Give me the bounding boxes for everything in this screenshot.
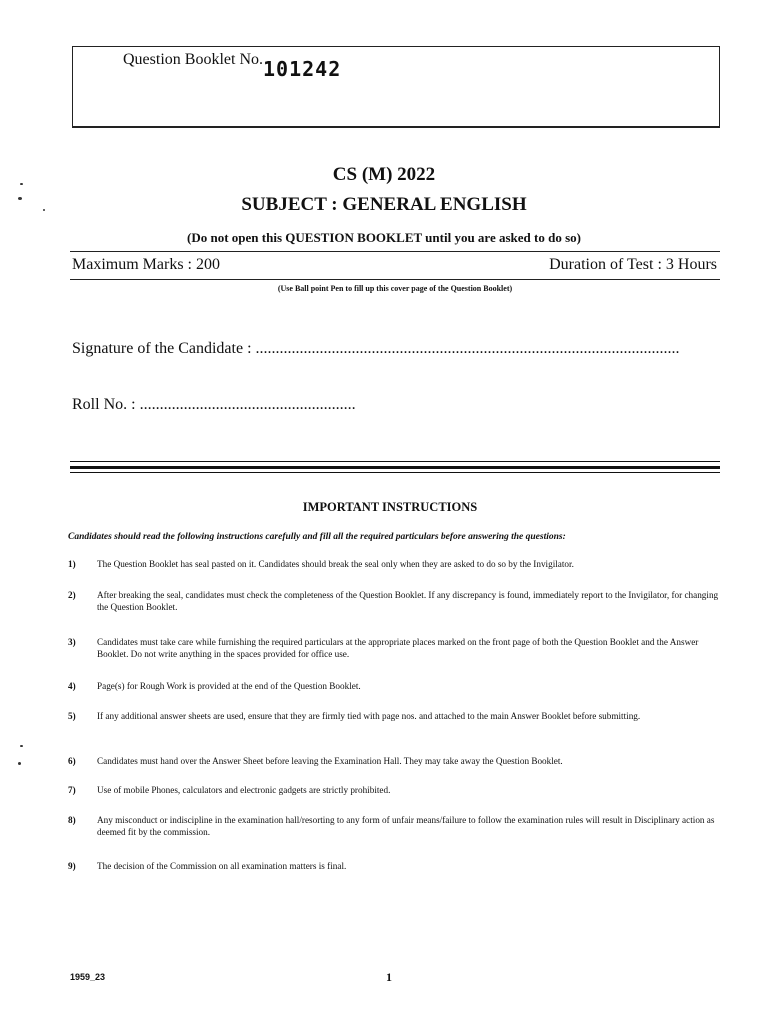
instruction-number: 1) xyxy=(68,559,76,569)
instruction-item xyxy=(68,784,720,796)
do-not-open-notice: (Do not open this QUESTION BOOKLET until you are asked to do so) xyxy=(187,230,581,245)
instruction-text: Candidates must take care while furnishing the required particulars at the appropriate places marked on the front page of both the Question Booklet and the Answer Booklet. Do not write anything in the spaces provided for office use. xyxy=(97,637,699,659)
scan-speck xyxy=(20,745,23,747)
instruction-number: 3) xyxy=(68,637,76,647)
instruction-text: Any misconduct or indiscipline in the examination hall/resorting to any form of unfair means/failure to follow the examination rules will result in Disciplinary action as deemed fit by the commission. xyxy=(97,815,715,837)
double-rule-bottom xyxy=(70,472,720,473)
instruction-number: 7) xyxy=(68,785,76,795)
divider-bottom xyxy=(70,279,720,280)
instruction-number: 4) xyxy=(68,681,76,691)
instruction-item xyxy=(68,860,720,872)
signature-field[interactable] xyxy=(72,340,680,358)
roll-number-field[interactable] xyxy=(72,396,356,414)
instruction-number: 9) xyxy=(68,861,76,871)
subject-title: SUBJECT : GENERAL ENGLISH xyxy=(241,194,527,215)
booklet-label: Question Booklet No. xyxy=(123,51,263,68)
footer-code: 1959_23 xyxy=(70,972,106,982)
instruction-item xyxy=(68,710,720,722)
instruction-item xyxy=(68,814,720,838)
instruction-text: Page(s) for Rough Work is provided at the end of the Question Booklet. xyxy=(97,681,361,691)
instruction-number: 2) xyxy=(68,590,76,600)
instructions-title: IMPORTANT INSTRUCTIONS xyxy=(302,500,478,514)
divider-top xyxy=(70,251,720,252)
instruction-text: Candidates must hand over the Answer Sheet before leaving the Examination Hall. They may take away the Question Booklet. xyxy=(97,756,563,766)
maximum-marks: Maximum Marks : 200 xyxy=(72,256,220,273)
instruction-text: The decision of the Commission on all examination matters is final. xyxy=(97,861,347,871)
pen-note: (Use Ball point Pen to fill up this cover page of the Question Booklet) xyxy=(277,284,513,293)
instruction-text: Use of mobile Phones, calculators and electronic gadgets are strictly prohibited. xyxy=(97,785,391,795)
scan-speck xyxy=(18,762,21,765)
booklet-number-box xyxy=(72,46,720,128)
instruction-item xyxy=(68,680,720,692)
instruction-number: 5) xyxy=(68,711,76,721)
instruction-number: 8) xyxy=(68,815,76,825)
test-duration: Duration of Test : 3 Hours xyxy=(549,256,717,273)
instruction-text: After breaking the seal, candidates must check the completeness of the Question Booklet. If any discrepancy is found, immediately report to the Invigilator, for changing the Question Booklet. xyxy=(97,590,719,612)
page-number: 1 xyxy=(386,970,392,984)
instruction-item xyxy=(68,589,720,613)
signature-label: Signature of the Candidate : xyxy=(72,340,256,357)
double-rule-top xyxy=(70,461,720,462)
instructions-intro: Candidates should read the following instructions carefully and fill all the required particulars before answering the questions: xyxy=(68,532,566,542)
instruction-text: If any additional answer sheets are used, ensure that they are firmly tied with page nos. and attached to the main Answer Booklet before submitting. xyxy=(97,711,641,721)
instruction-number: 6) xyxy=(68,756,76,766)
instruction-item xyxy=(68,755,720,767)
instruction-text: The Question Booklet has seal pasted on it. Candidates should break the seal only when they are asked to do so by the Invigilator. xyxy=(97,559,574,569)
signature-dots: .......................................................................................................... xyxy=(255,340,680,357)
instruction-item xyxy=(68,636,720,660)
roll-dots: ...................................................... xyxy=(139,396,356,413)
booklet-number: 101242 xyxy=(263,57,342,81)
exam-title: CS (M) 2022 xyxy=(332,164,436,185)
double-rule-thick xyxy=(70,466,720,469)
roll-label: Roll No. : xyxy=(72,396,140,413)
marks-duration-row xyxy=(72,256,717,274)
instruction-item xyxy=(68,558,720,570)
